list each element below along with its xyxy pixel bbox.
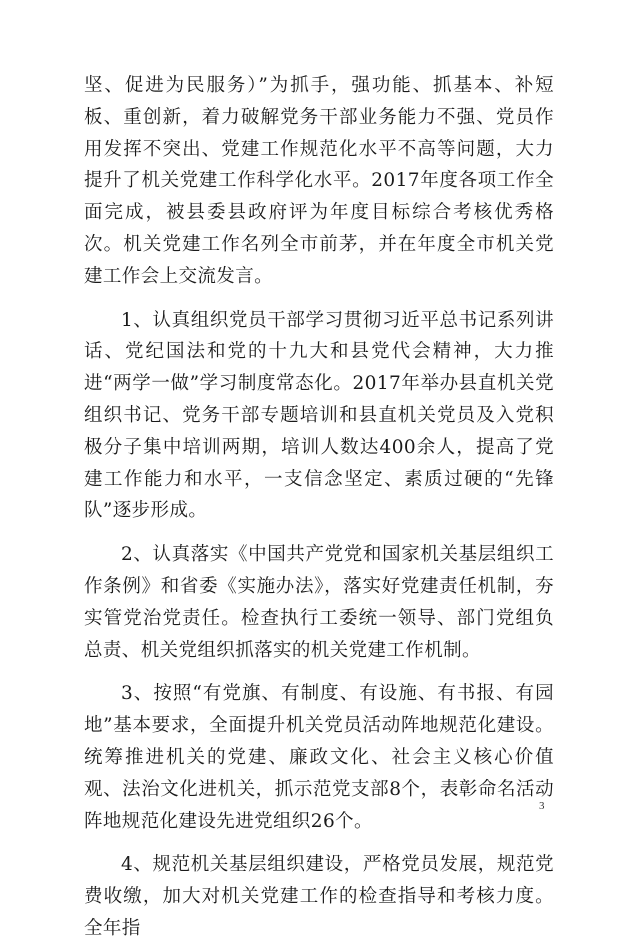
paragraph-item-3: 3、按照“有党旗、有制度、有设施、有书报、有园地”基本要求，全面提升机关党员活动阵地规范化建设。统筹推进机关的党建、廉政文化、社会主义核心价值观、法治文化进机关，抓示范党支部8个，表彰命名活动阵地规范化建设先进党组织26个。 bbox=[84, 683, 554, 832]
paragraph-continuation: 坚、促进为民服务）”为抓手，强功能、抓基本、补短板、重创新，着力破解党务干部业务能力不强、党员作用发挥不突出、党建工作规范化水平不高等问题，大力提升了机关党建工作科学化水平。2017年度各项工作全面完成，被县委县政府评为年度目标综合考核优秀格次。机关党建工作名列全市前茅，并在年度全市机关党建工作会上交流发言。 bbox=[84, 75, 554, 287]
document-body bbox=[84, 70, 554, 945]
paragraph-item-1: 1、认真组织党员干部学习贯彻习近平总书记系列讲话、党纪国法和党的十九大和县党代会精神，大力推进“两学一做”学习制度常态化。2017年举办县直机关党组织书记、党务干部专题培训和县直机关党员及入党积极分子集中培训两期，培训人数达400余人，提高了党建工作能力和水平，一支信念坚定、素质过硬的“先锋队”逐步形成。 bbox=[84, 309, 554, 522]
page-number: 3 bbox=[539, 800, 545, 812]
paragraph-item-2: 2、认真落实《中国共产党党和国家机关基层组织工作条例》和省委《实施办法》，落实好党建责任机制，夯实管党治党责任。检查执行工委统一领导、部门党组负总责、机关党组织抓落实的机关党建工作机制。 bbox=[84, 544, 554, 661]
paragraph-item-4: 4、规范机关基层组织建设，严格党员发展，规范党费收缴，加大对机关党建工作的检查指导和考核力度。全年指 bbox=[84, 854, 554, 939]
